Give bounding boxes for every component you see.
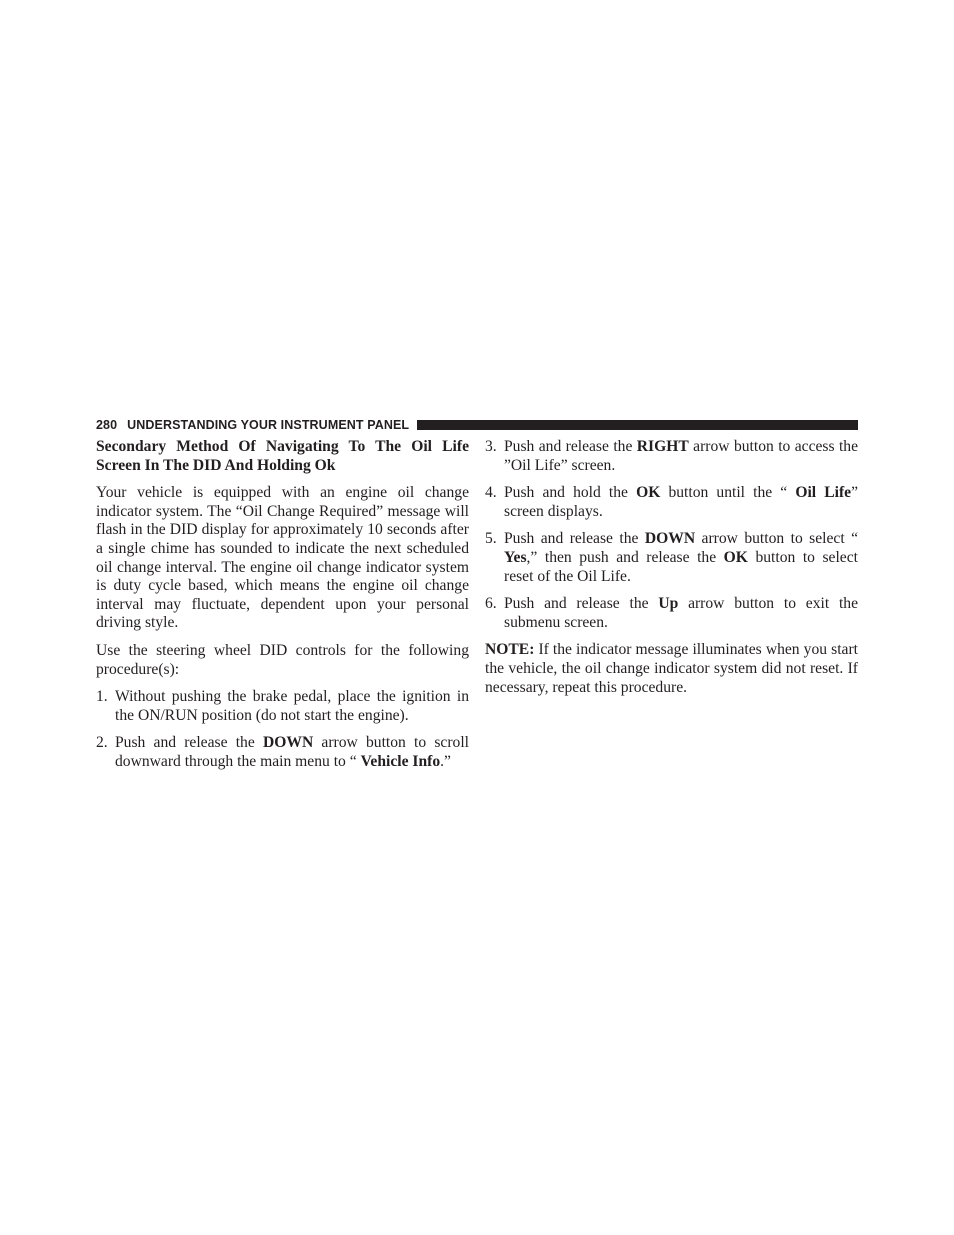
header-rule [417,420,858,430]
page-number: 280 [96,418,118,432]
list-number: 3. [485,438,497,455]
list-text: Push and release the DOWN arrow button to scroll downward through the main menu to “ Vehicle Info.” [115,734,469,770]
note-text: If the indicator message illuminates when you start the vehicle, the oil change indicator system did not reset. If necessary, repeat this procedure. [485,641,858,696]
list-number: 1. [96,688,108,706]
list-number: 5. [485,530,497,548]
list-item-4 [485,484,858,521]
running-title: UNDERSTANDING YOUR INSTRUMENT PANEL [127,418,410,432]
intro-paragraph: Your vehicle is equipped with an engine oil change indicator system. The “Oil Change Required” message will flash in the DID display for approximately 10 seconds after a single chime has sounded to indicate the next scheduled oil change interval. The engine oil change indicator system is duty cycle based, which means the engine oil change interval may fluctuate, dependent upon your personal driving style. [96,484,469,632]
list-text: Push and release the Up arrow button to exit the submenu screen. [504,595,858,631]
list-number: 2. [96,734,108,752]
right-column [485,438,858,706]
list-text: Push and release the RIGHT arrow button to access the ”Oil Life” screen. [504,438,858,474]
note-paragraph [485,641,858,697]
list-item-5 [485,530,858,586]
list-item-6 [485,595,858,632]
left-column [96,438,469,781]
list-item-2 [96,734,469,771]
list-number: 4. [485,484,497,502]
page-header [96,417,858,433]
list-text: Push and hold the OK button until the “ Oil Life” screen displays. [504,484,859,520]
list-text: Push and release the DOWN arrow button to select “ Yes,” then push and release the OK button to select reset of the Oil Life. [504,530,858,585]
list-item-3 [485,438,858,475]
lead-paragraph: Use the steering wheel DID controls for the following procedure(s): [96,641,469,678]
note-label: NOTE: [485,641,535,659]
list-number: 6. [485,595,497,613]
list-text: Without pushing the brake pedal, place the ignition in the ON/RUN position (do not start the engine). [115,688,469,724]
section-heading: Secondary Method Of Navigating To The Oil Life Screen In The DID And Holding Ok [96,438,469,474]
list-item-1 [96,688,469,725]
